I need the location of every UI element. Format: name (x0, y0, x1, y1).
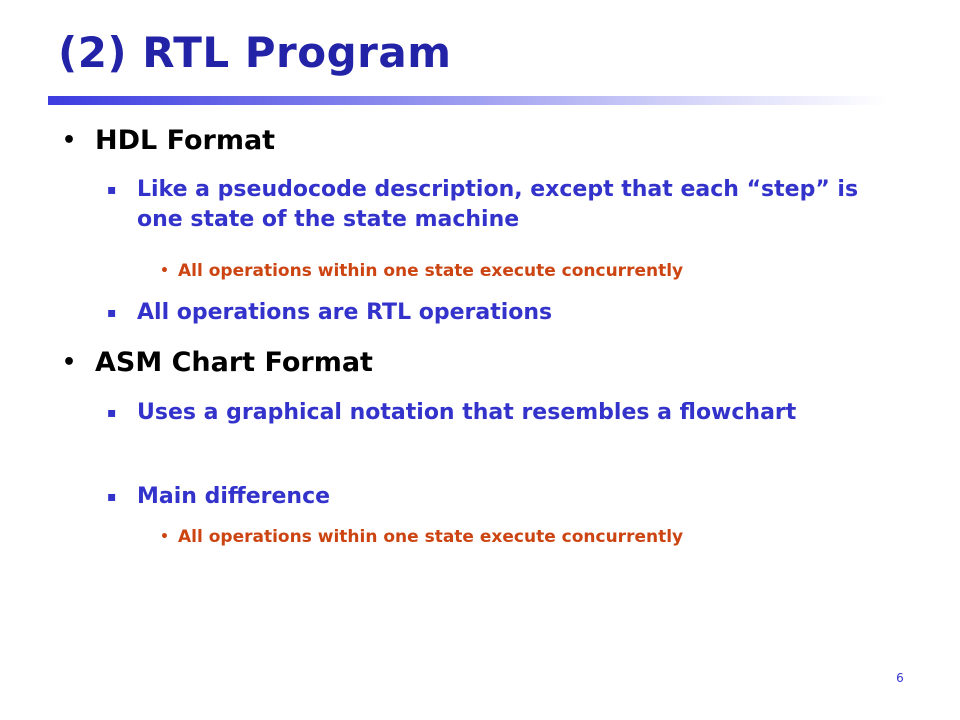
bullet-square: ▪ (107, 405, 117, 421)
slide-title: (2) RTL Program (58, 28, 452, 77)
section-heading-text: HDL Format (95, 125, 276, 156)
bullet-dot: • (62, 128, 77, 153)
list-item-text: Main difference (137, 484, 331, 509)
bullet-square: ▪ (107, 489, 117, 505)
sub-item-text: All operations within one state execute concurrently (178, 527, 684, 547)
list-item-text: Uses a graphical notation that resembles a flowchart (137, 400, 797, 425)
page-number: 6 (896, 671, 904, 685)
bullet-dot: • (62, 350, 77, 375)
list-item-text: All operations are RTL operations (137, 300, 553, 325)
section-heading-text: ASM Chart Format (95, 347, 373, 378)
sub-item-text: All operations within one state execute concurrently (178, 261, 684, 281)
bullet-dot: • (160, 529, 169, 545)
list-item-text: Like a pseudocode description, except that each “step” is one state of the state machine (137, 177, 859, 232)
bullet-square: ▪ (107, 305, 117, 321)
bullet-dot: • (160, 263, 169, 279)
bullet-square: ▪ (107, 182, 117, 198)
